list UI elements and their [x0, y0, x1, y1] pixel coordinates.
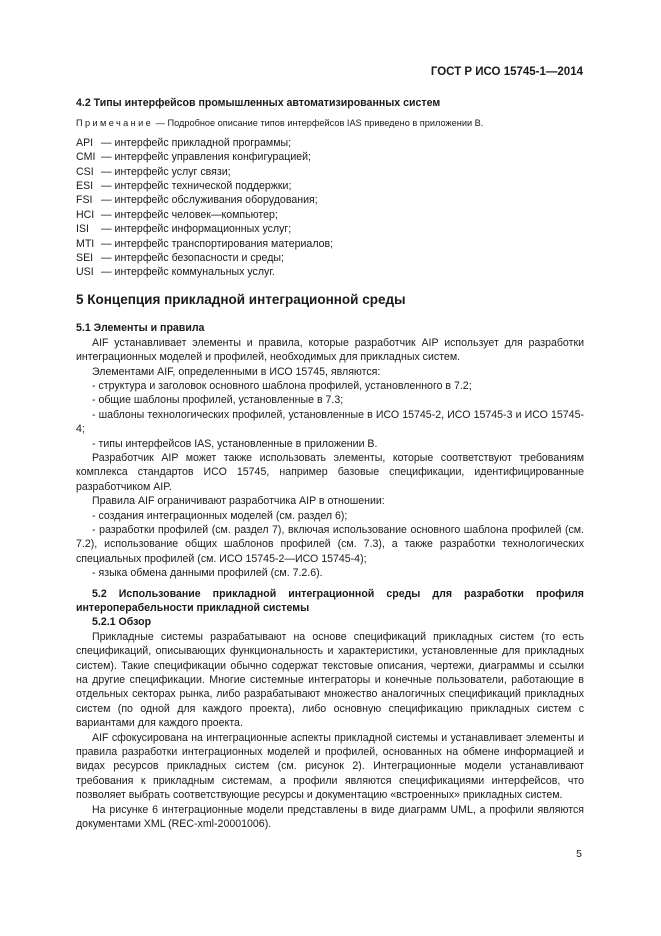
page-content — [76, 96, 584, 832]
abbreviation-item — [76, 222, 584, 236]
abbreviation-text: — интерфейс человек—компьютер; — [101, 208, 278, 221]
abbreviation-text: — интерфейс технической поддержки; — [101, 180, 292, 193]
abbreviation-item — [76, 265, 584, 279]
abbreviation-text: — интерфейс обслуживания оборудования; — [101, 194, 318, 207]
abbreviation-list — [76, 136, 584, 280]
section-5-1-title: 5.1 Элементы и правила — [76, 322, 205, 335]
abbreviation-text: — интерфейс услуг связи; — [101, 165, 231, 178]
paragraph: На рисунке 6 интеграционные модели представлены в виде диаграмм UML, а профили являются документами XML (REC-xml-20001006). — [76, 803, 584, 831]
abbreviation-code: HCI — [76, 208, 95, 221]
abbreviation-code: CSI — [76, 165, 94, 178]
abbreviation-code: SEI — [76, 252, 94, 265]
abbreviation-code: USI — [76, 266, 94, 279]
paragraph: Элементами AIF, определенными в ИСО 15745, являются: — [92, 365, 381, 378]
abbreviation-code: API — [76, 136, 94, 149]
abbreviation-code: ESI — [76, 180, 94, 193]
abbreviation-item — [76, 251, 584, 265]
list-item: - типы интерфейсов IAS, установленные в приложении B. — [92, 437, 378, 450]
abbreviation-item — [76, 208, 584, 222]
abbreviation-code: FSI — [76, 194, 93, 207]
note-label: Примечание — [76, 118, 154, 129]
paragraph: Прикладные системы разрабатывают на основе спецификаций прикладных систем (то есть спецификаций, описывающих функциональность и характеристики, установленные для прикладных систем). Такие спецификации обычно содержат текстовые описания, чертежи, диаграммы и ссылки на другие спецификации. Многие системные интеграторы и конечные пользователи, работающие в отдельных секторах рынка, либо разрабатывают множество аналогичных спецификаций прикладных систем (по одной для каждого проекта), либо основную спецификацию прикладных систем с вариантами для каждого проекта. — [76, 630, 584, 730]
abbreviation-text: — интерфейс коммунальных услуг. — [101, 266, 275, 279]
abbreviation-text: — интерфейс информационных услуг; — [101, 223, 292, 236]
abbreviation-item — [76, 237, 584, 251]
abbreviation-item — [76, 136, 584, 150]
abbreviation-item — [76, 165, 584, 179]
abbreviation-text: — интерфейс прикладной программы; — [101, 136, 292, 149]
list-item: - общие шаблоны профилей, установленные в 7.3; — [92, 394, 344, 407]
abbreviation-code: ISI — [76, 223, 89, 236]
list-item: - языка обмена данными профилей (см. 7.2.6). — [92, 567, 323, 580]
document-code: ГОСТ Р ИСО 15745-1—2014 — [430, 66, 583, 78]
paragraph: AIF устанавливает элементы и правила, которые разработчик AIP использует для разработки интеграционных моделей и профилей, необходимых для прикладных систем. — [76, 336, 584, 364]
abbreviation-code: MTI — [76, 237, 95, 250]
abbreviation-item — [76, 193, 584, 207]
paragraph: AIF сфокусирована на интеграционные аспекты прикладной системы и устанавливает элементы и правила разработки интеграционных моделей и профилей, основанных на обмене информацией и видах ресурсов прикладных систем (см. рисунок 2). Интеграционные модели устанавливают требования к прикладным системам, а профили являются спецификациями интерфейсов, что позволяет выбрать соответствующие ресурсы и документацию «встроенных» прикладных систем. — [76, 731, 584, 802]
list-item: - структура и заголовок основного шаблона профилей, установленного в 7.2; — [92, 379, 472, 392]
list-item: - создания интеграционных моделей (см. раздел 6); — [92, 509, 348, 522]
section-5-2-title: 5.2 Использование прикладной интеграционной среды для разработки профиля интероперабельности прикладной системы — [76, 587, 584, 614]
paragraph: Правила AIF ограничивают разработчика AIP в отношении: — [92, 495, 385, 508]
section-4-2-title: 4.2 Типы интерфейсов промышленных автоматизированных систем — [76, 97, 441, 109]
abbreviation-text: — интерфейс транспортирования материалов; — [101, 237, 334, 250]
paragraph: Разработчик AIP может также использовать элементы, которые соответствуют требованиям комплекса стандартов ИСО 15745, например базовые спецификации, идентифицированные разработчиком AIP. — [76, 451, 584, 493]
abbreviation-code: CMI — [76, 151, 96, 164]
section-5-title: 5 Концепция прикладной интеграционной среды — [76, 291, 406, 307]
abbreviation-text: — интерфейс безопасности и среды; — [101, 252, 284, 265]
abbreviation-text: — интерфейс управления конфигурацией; — [101, 151, 312, 164]
list-item: - шаблоны технологических профилей, установленные в ИСО 15745-2, ИСО 15745-3 и ИСО 15745-4; — [76, 408, 584, 436]
abbreviation-item — [76, 179, 584, 193]
abbreviation-item — [76, 150, 584, 164]
section-5-2-1-title: 5.2.1 Обзор — [92, 616, 152, 629]
list-item: - разработки профилей (см. раздел 7), включая использование основного шаблона профилей (см. 7.2), использование общих шаблонов профилей (см. 7.3), а также разработки технологических специальных профилей (см. ИСО 15745-2—ИСО 15745-4); — [76, 523, 584, 565]
page-number: 5 — [576, 848, 582, 860]
note — [76, 116, 584, 130]
note-text: — Подробное описание типов интерфейсов IAS приведено в приложении B. — [153, 118, 484, 129]
